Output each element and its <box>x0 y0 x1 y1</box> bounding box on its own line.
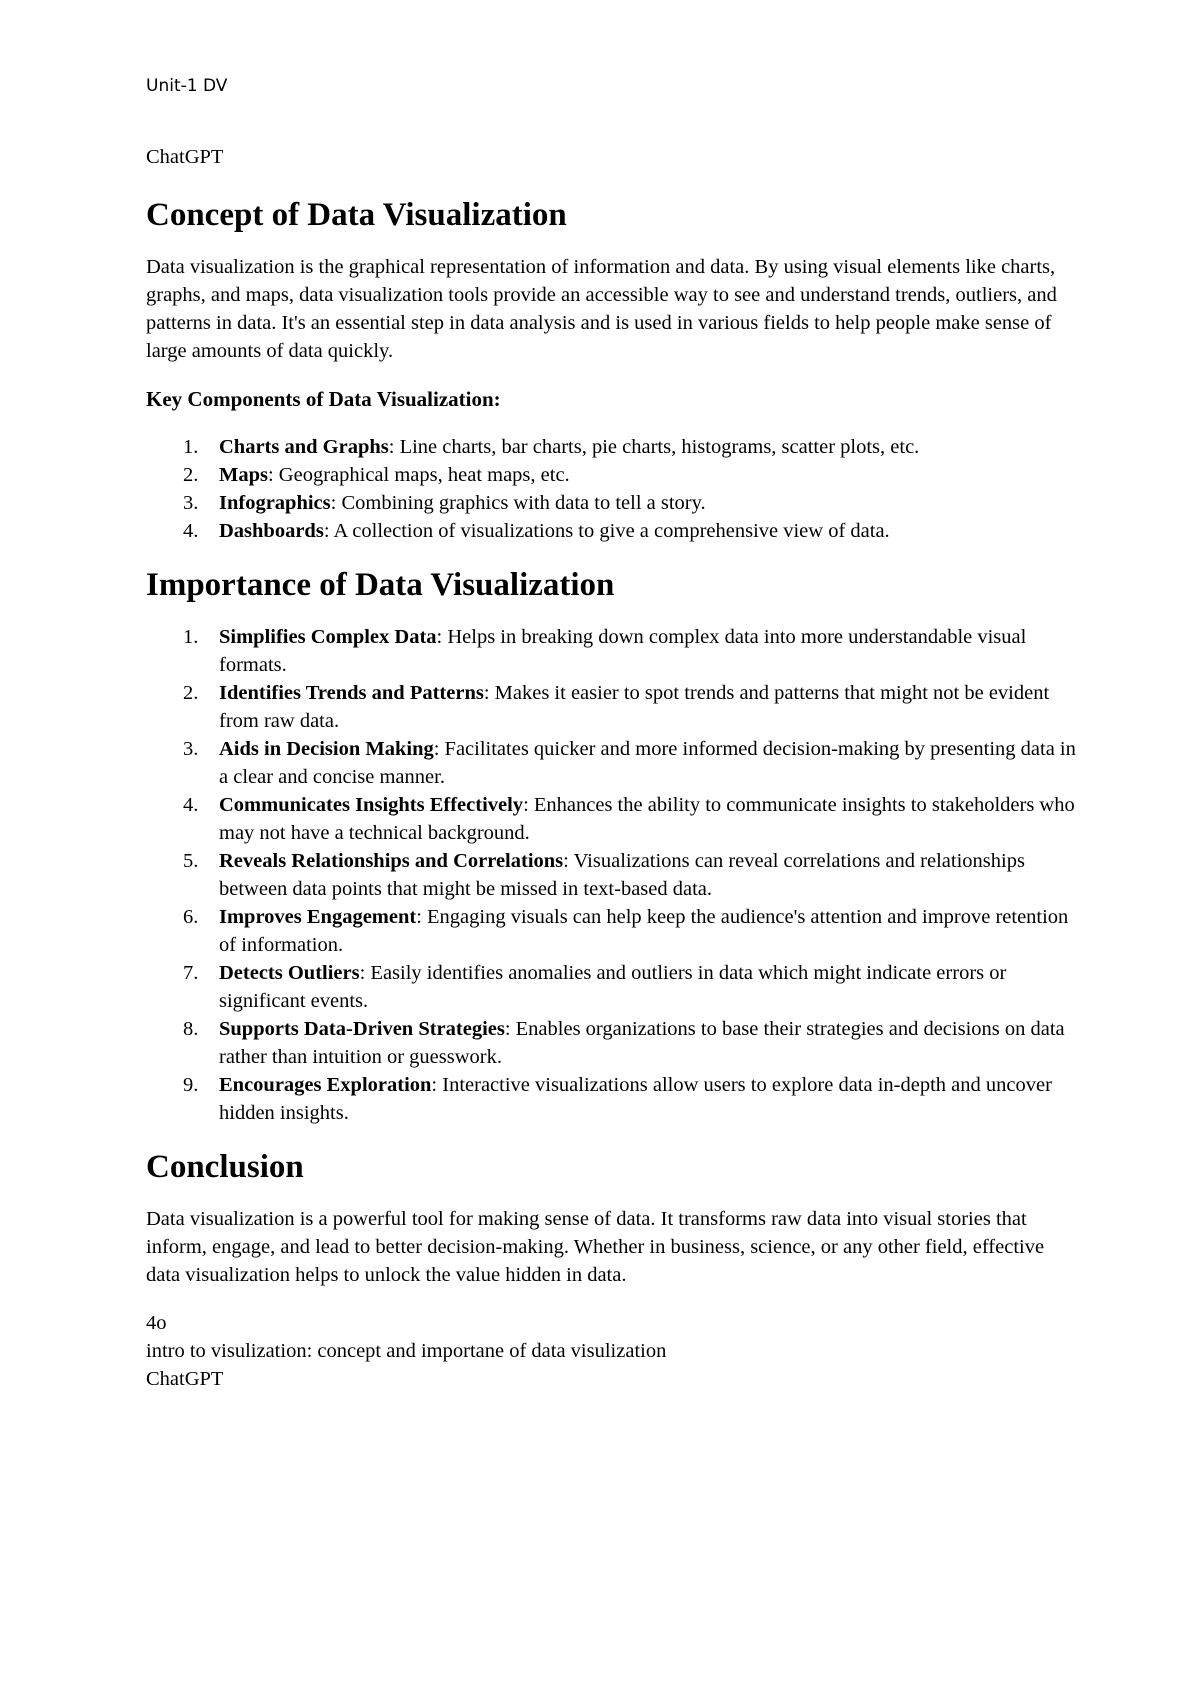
list-desc: : Engaging visuals can help keep the audience's attention and improve retention of information. <box>219 906 1069 956</box>
user-prompt: intro to visulization: concept and importane of data visulization <box>146 1340 667 1362</box>
list-desc: : Visualizations can reveal correlations and relationships between data points that might be missed in text-based data. <box>219 850 1025 900</box>
list-term: Communicates Insights Effectively <box>219 794 524 816</box>
list-item <box>146 1071 1076 1127</box>
list-term: Improves Engagement <box>219 906 417 928</box>
model-label: 4o <box>146 1312 167 1334</box>
conclusion-paragraph: Data visualization is a powerful tool for making sense of data. It transforms raw data into visual stories that inform, engage, and lead to better decision-making. Whether in business, science, or any other field, effective data visualization helps to unlock the value hidden in data. <box>146 1208 1045 1286</box>
chat-footer <box>146 1309 1076 1393</box>
list-number: 8. <box>183 1018 199 1040</box>
list-desc: : Facilitates quicker and more informed decision-making by presenting data in a clear and concise manner. <box>219 738 1076 788</box>
list-desc: : Enables organizations to base their strategies and decisions on data rather than intuition or guesswork. <box>219 1018 1065 1068</box>
section-importance-title: Importance of Data Visualization <box>146 567 615 603</box>
importance-list <box>146 623 1076 1127</box>
list-term: Simplifies Complex Data <box>219 626 437 648</box>
list-term: Reveals Relationships and Correlations <box>219 850 564 872</box>
list-term: Infographics <box>219 492 331 514</box>
list-item <box>146 735 1076 791</box>
list-number: 6. <box>183 906 199 928</box>
concept-paragraph: Data visualization is the graphical representation of information and data. By using visual elements like charts, graphs, and maps, data visualization tools provide an accessible way to see and understand trends, outliers, and patterns in data. It's an essential step in data analysis and is used in various fields to help people make sense of large amounts of data quickly. <box>146 256 1057 362</box>
key-components-list <box>146 433 1076 545</box>
list-item <box>146 1015 1076 1071</box>
page-header: Unit-1 DV <box>146 76 228 96</box>
list-number: 9. <box>183 1074 199 1096</box>
list-item <box>146 517 1076 545</box>
list-desc: : Easily identifies anomalies and outliers in data which might indicate errors or significant events. <box>219 962 1007 1012</box>
list-item <box>146 791 1076 847</box>
list-term: Charts and Graphs <box>219 436 389 458</box>
list-term: Encourages Exploration <box>219 1074 432 1096</box>
list-term: Identifies Trends and Patterns <box>219 682 484 704</box>
list-item <box>146 847 1076 903</box>
section-conclusion-title: Conclusion <box>146 1149 304 1185</box>
list-number: 2. <box>183 682 199 704</box>
list-desc: : Interactive visualizations allow users to explore data in-depth and uncover hidden insights. <box>219 1074 1052 1124</box>
list-number: 1. <box>183 626 199 648</box>
list-desc: : A collection of visualizations to give a comprehensive view of data. <box>323 520 890 542</box>
list-number: 3. <box>183 492 199 514</box>
list-number: 3. <box>183 738 199 760</box>
list-term: Detects Outliers <box>219 962 360 984</box>
list-number: 4. <box>183 794 199 816</box>
list-desc: : Helps in breaking down complex data into more understandable visual formats. <box>219 626 1027 676</box>
list-number: 5. <box>183 850 199 872</box>
list-item <box>146 461 1076 489</box>
list-desc: : Combining graphics with data to tell a story. <box>330 492 706 514</box>
document-body <box>146 143 1076 1393</box>
list-item <box>146 679 1076 735</box>
list-item <box>146 489 1076 517</box>
list-desc: : Geographical maps, heat maps, etc. <box>267 464 570 486</box>
section-concept-title: Concept of Data Visualization <box>146 197 567 233</box>
list-term: Aids in Decision Making <box>219 738 434 760</box>
list-number: 7. <box>183 962 199 984</box>
list-item <box>146 903 1076 959</box>
source-label-footer: ChatGPT <box>146 1368 224 1390</box>
list-number: 4. <box>183 520 199 542</box>
source-label: ChatGPT <box>146 146 224 168</box>
list-number: 2. <box>183 464 199 486</box>
list-desc: : Makes it easier to spot trends and patterns that might not be evident from raw data. <box>219 682 1050 732</box>
list-item <box>146 623 1076 679</box>
list-desc: : Line charts, bar charts, pie charts, histograms, scatter plots, etc. <box>388 436 920 458</box>
list-item <box>146 959 1076 1015</box>
list-number: 1. <box>183 436 199 458</box>
key-components-heading: Key Components of Data Visualization: <box>146 387 501 411</box>
list-term: Dashboards <box>219 520 324 542</box>
list-term: Maps <box>219 464 268 486</box>
list-term: Supports Data-Driven Strategies <box>219 1018 505 1040</box>
list-desc: : Enhances the ability to communicate insights to stakeholders who may not have a technical background. <box>219 794 1075 844</box>
list-item <box>146 433 1076 461</box>
